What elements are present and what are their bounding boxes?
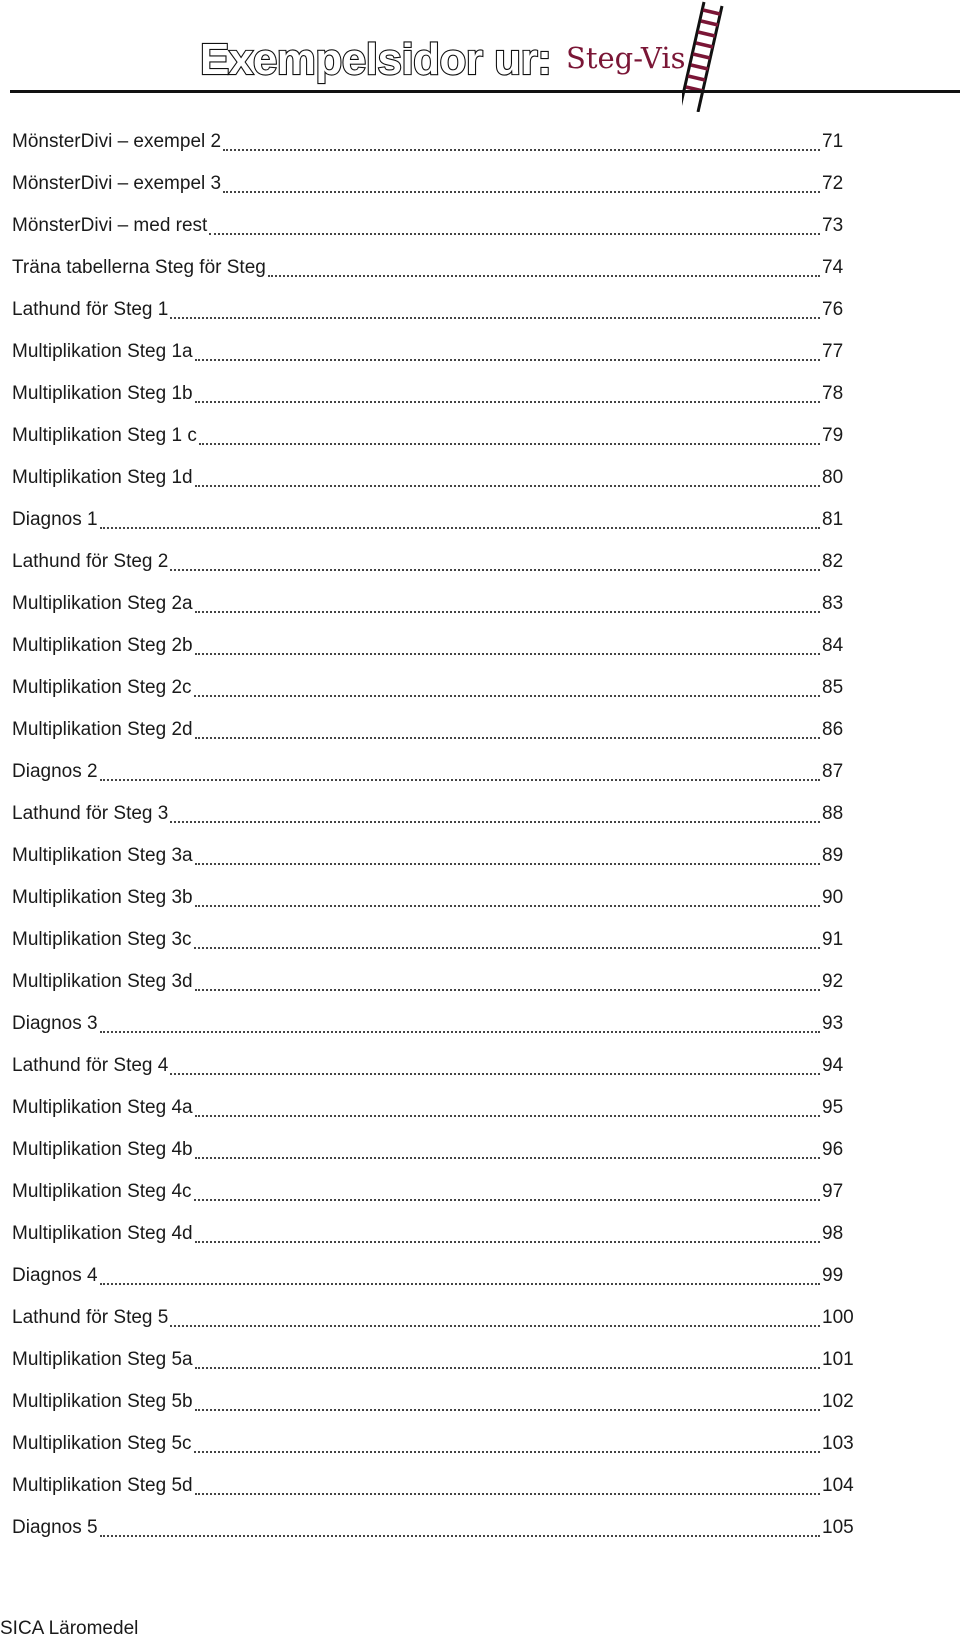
- toc-entry-page: 105: [822, 1517, 854, 1538]
- toc-entry-page: 103: [822, 1433, 854, 1454]
- toc-entry-page: 100: [822, 1307, 854, 1328]
- toc-entry: [12, 1039, 862, 1081]
- ladder-icon: [682, 0, 742, 112]
- toc-entry-page: 85: [822, 677, 844, 698]
- toc-dot-leader: [195, 904, 820, 907]
- toc-entry-page: 71: [822, 131, 844, 152]
- toc-entry-title: Lathund för Steg 3: [12, 803, 169, 824]
- toc-entry: [12, 367, 862, 409]
- toc-entry-title: Multiplikation Steg 1d: [12, 467, 193, 488]
- toc-entry-page: 101: [822, 1349, 854, 1370]
- toc-dot-leader: [195, 736, 820, 739]
- toc-entry: [12, 997, 862, 1039]
- toc-entry: [12, 1249, 862, 1291]
- toc-entry-page: 98: [822, 1223, 844, 1244]
- toc-entry: [12, 115, 862, 157]
- toc-entry-title: Multiplikation Steg 5d: [12, 1475, 193, 1496]
- toc-dot-leader: [209, 232, 820, 235]
- toc-dot-leader: [195, 1366, 820, 1369]
- toc-entry: [12, 829, 862, 871]
- toc-entry-page: 83: [822, 593, 844, 614]
- toc-dot-leader: [195, 1408, 820, 1411]
- toc-entry-title: MönsterDivi – med rest: [12, 215, 208, 236]
- toc-entry-title: Lathund för Steg 1: [12, 299, 169, 320]
- toc-dot-leader: [223, 190, 820, 193]
- toc-entry-page: 90: [822, 887, 844, 908]
- toc-dot-leader: [195, 484, 820, 487]
- toc-entry: [12, 913, 862, 955]
- toc-entry-title: Lathund för Steg 5: [12, 1307, 169, 1328]
- toc-entry-page: 91: [822, 929, 844, 950]
- toc-dot-leader: [195, 652, 820, 655]
- toc-entry-page: 95: [822, 1097, 844, 1118]
- toc-dot-leader: [170, 568, 820, 571]
- toc-entry-page: 74: [822, 257, 844, 278]
- toc-dot-leader: [194, 1450, 820, 1453]
- toc-entry-title: Multiplikation Steg 3a: [12, 845, 193, 866]
- toc-entry: [12, 199, 862, 241]
- toc-entry: [12, 1459, 862, 1501]
- toc-entry: [12, 535, 862, 577]
- toc-entry-title: Multiplikation Steg 5b: [12, 1391, 193, 1412]
- toc-entry-title: Multiplikation Steg 3d: [12, 971, 193, 992]
- toc-entry: [12, 787, 862, 829]
- toc-entry: [12, 157, 862, 199]
- toc-entry-title: Multiplikation Steg 2c: [12, 677, 192, 698]
- toc-entry: [12, 1123, 862, 1165]
- toc-entry-page: 79: [822, 425, 844, 446]
- toc-entry-title: Multiplikation Steg 3c: [12, 929, 192, 950]
- toc-dot-leader: [194, 694, 820, 697]
- toc-dot-leader: [100, 1030, 820, 1033]
- toc-entry-title: Multiplikation Steg 4d: [12, 1223, 193, 1244]
- toc-entry-title: Multiplikation Steg 1a: [12, 341, 193, 362]
- toc-entry-title: Multiplikation Steg 4b: [12, 1139, 193, 1160]
- toc-dot-leader: [195, 1114, 820, 1117]
- toc-dot-leader: [170, 316, 820, 319]
- toc-entry-title: Multiplikation Steg 4a: [12, 1097, 193, 1118]
- toc-entry-title: Multiplikation Steg 2d: [12, 719, 193, 740]
- toc-entry: [12, 745, 862, 787]
- toc-entry-page: 73: [822, 215, 844, 236]
- toc-entry-title: Diagnos 3: [12, 1013, 98, 1034]
- toc-dot-leader: [195, 1156, 820, 1159]
- toc-dot-leader: [170, 820, 820, 823]
- toc-entry-title: Diagnos 2: [12, 761, 98, 782]
- toc-entry-page: 76: [822, 299, 844, 320]
- toc-dot-leader: [100, 1282, 820, 1285]
- toc-dot-leader: [194, 1198, 820, 1201]
- toc-entry: [12, 1417, 862, 1459]
- toc-entry-title: Lathund för Steg 2: [12, 551, 169, 572]
- toc-entry-page: 99: [822, 1265, 844, 1286]
- toc-entry-page: 104: [822, 1475, 854, 1496]
- header-divider: [10, 90, 960, 93]
- toc-entry-page: 93: [822, 1013, 844, 1034]
- toc-entry-page: 72: [822, 173, 844, 194]
- toc-entry: [12, 283, 862, 325]
- toc-entry: [12, 409, 862, 451]
- toc-entry: [12, 493, 862, 535]
- toc-entry-title: Diagnos 4: [12, 1265, 98, 1286]
- toc-entry: [12, 1207, 862, 1249]
- toc-entry-page: 88: [822, 803, 844, 824]
- toc-entry: [12, 661, 862, 703]
- toc-entry: [12, 1333, 862, 1375]
- toc-dot-leader: [100, 778, 820, 781]
- page-header: [0, 0, 960, 110]
- toc-dot-leader: [195, 1492, 820, 1495]
- toc-dot-leader: [170, 1072, 820, 1075]
- toc-entry-page: 78: [822, 383, 844, 404]
- toc-dot-leader: [195, 358, 820, 361]
- toc-entry-title: Multiplikation Steg 2b: [12, 635, 193, 656]
- toc-dot-leader: [223, 148, 820, 151]
- toc-entry-title: MönsterDivi – exempel 2: [12, 131, 222, 152]
- toc-entry: [12, 451, 862, 493]
- toc-entry-title: Diagnos 5: [12, 1517, 98, 1538]
- toc-dot-leader: [100, 1534, 820, 1537]
- toc-entry-title: Lathund för Steg 4: [12, 1055, 169, 1076]
- toc-entry: [12, 619, 862, 661]
- toc-entry-page: 81: [822, 509, 844, 530]
- toc-dot-leader: [195, 1240, 820, 1243]
- toc-entry-page: 87: [822, 761, 844, 782]
- toc-entry: [12, 241, 862, 283]
- toc-entry: [12, 871, 862, 913]
- toc-entry-page: 84: [822, 635, 844, 656]
- toc-entry: [12, 1291, 862, 1333]
- toc-entry-page: 96: [822, 1139, 844, 1160]
- footer-publisher: SICA Läromedel: [0, 1618, 139, 1639]
- toc-entry: [12, 577, 862, 619]
- toc-dot-leader: [170, 1324, 820, 1327]
- toc-entry: [12, 1165, 862, 1207]
- toc-entry-title: Träna tabellerna Steg för Steg: [12, 257, 266, 278]
- toc-entry: [12, 1375, 862, 1417]
- toc-dot-leader: [194, 946, 820, 949]
- toc-dot-leader: [100, 526, 820, 529]
- toc-entry-title: Multiplikation Steg 1 c: [12, 425, 197, 446]
- toc-entry-title: Multiplikation Steg 5a: [12, 1349, 193, 1370]
- toc-entry: [12, 955, 862, 997]
- toc-entry: [12, 325, 862, 367]
- table-of-contents: [12, 115, 862, 1543]
- toc-entry-page: 77: [822, 341, 844, 362]
- toc-entry: [12, 703, 862, 745]
- toc-entry-page: 102: [822, 1391, 854, 1412]
- toc-dot-leader: [268, 274, 820, 277]
- toc-entry-page: 94: [822, 1055, 844, 1076]
- header-title: Exempelsidor ur:: [200, 35, 552, 84]
- toc-entry-page: 80: [822, 467, 844, 488]
- toc-entry-page: 92: [822, 971, 844, 992]
- toc-entry-page: 89: [822, 845, 844, 866]
- toc-dot-leader: [195, 988, 820, 991]
- toc-dot-leader: [195, 862, 820, 865]
- toc-entry: [12, 1501, 862, 1543]
- toc-dot-leader: [199, 442, 820, 445]
- toc-entry-title: Multiplikation Steg 1b: [12, 383, 193, 404]
- brand-logo-text: Steg-Vis: [566, 41, 686, 75]
- toc-entry-page: 82: [822, 551, 844, 572]
- toc-entry-page: 86: [822, 719, 844, 740]
- toc-entry-title: MönsterDivi – exempel 3: [12, 173, 222, 194]
- toc-entry-title: Diagnos 1: [12, 509, 98, 530]
- toc-entry-title: Multiplikation Steg 2a: [12, 593, 193, 614]
- toc-entry: [12, 1081, 862, 1123]
- toc-dot-leader: [195, 400, 820, 403]
- toc-entry-page: 97: [822, 1181, 844, 1202]
- toc-entry-title: Multiplikation Steg 5c: [12, 1433, 192, 1454]
- toc-dot-leader: [195, 610, 820, 613]
- toc-entry-title: Multiplikation Steg 3b: [12, 887, 193, 908]
- toc-entry-title: Multiplikation Steg 4c: [12, 1181, 192, 1202]
